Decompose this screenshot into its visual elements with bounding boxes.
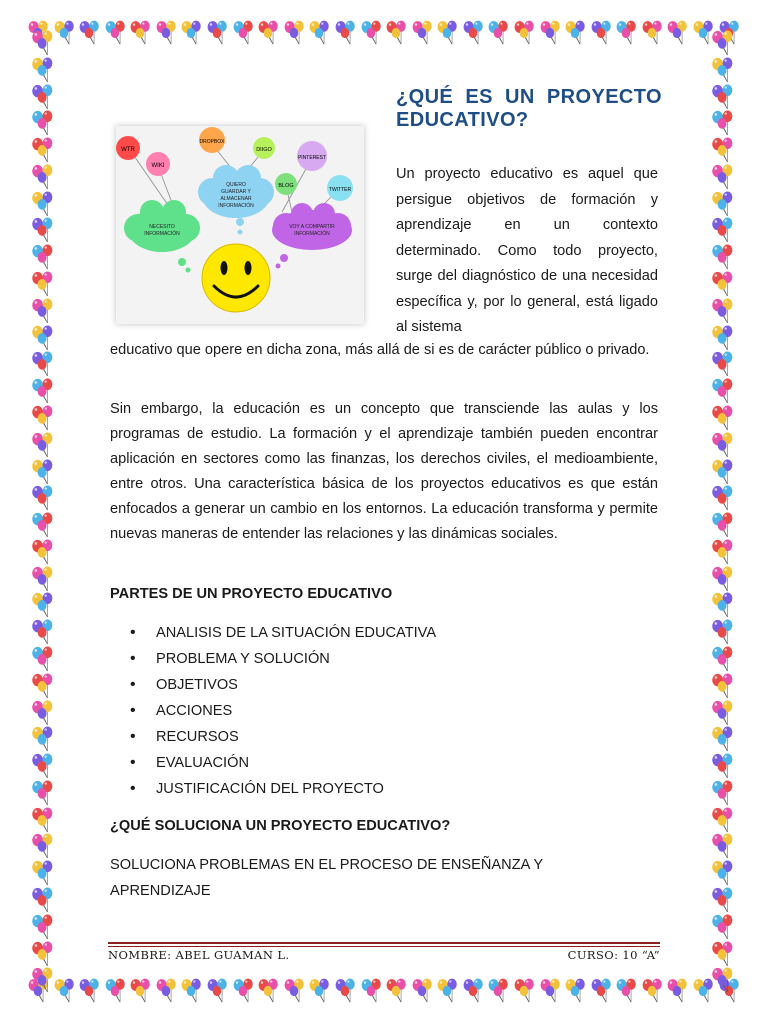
balloon-bunch-icon (28, 405, 58, 432)
thought-dot (238, 230, 243, 235)
balloon-bunch-icon (708, 191, 738, 218)
cloud-necesito-line2: INFORMACIÓN (144, 231, 180, 237)
balloon-bunch-icon (708, 726, 738, 753)
balloon-bunch-icon (28, 941, 58, 968)
balloon-bunch-icon (717, 976, 743, 1006)
balloon-bunch-icon (708, 592, 738, 619)
balloon-bunch-icon (708, 30, 738, 57)
cloud-guardar-line1: QUIERO (226, 182, 246, 188)
balloon-bunch-icon (708, 351, 738, 378)
balloon-bunch-icon (28, 566, 58, 593)
balloon-bunch-icon (717, 18, 743, 48)
bubble-dropbox-label: DROPBOX (199, 139, 225, 145)
balloon-bunch-icon (128, 18, 154, 48)
balloon-bunch-icon (154, 976, 180, 1006)
balloon-bunch-icon (28, 807, 58, 834)
balloon-bunch-icon (708, 941, 738, 968)
parts-list (110, 620, 630, 802)
balloon-bunch-icon (128, 976, 154, 1006)
balloon-bunch-icon (28, 780, 58, 807)
balloon-bunch-icon (28, 512, 58, 539)
balloon-bunch-icon (359, 18, 385, 48)
student-name: NOMBRE: ABEL GUAMAN L. (108, 948, 290, 962)
balloon-bunch-icon (28, 619, 58, 646)
balloon-bunch-icon (589, 18, 615, 48)
balloon-bunch-icon (708, 459, 738, 486)
list-item: • PROBLEMA Y SOLUCIÓN (110, 646, 630, 672)
cloud-guardar-line2: GUARDAR Y (221, 189, 251, 195)
balloon-bunch-icon (708, 485, 738, 512)
balloon-bunch-icon (77, 18, 103, 48)
balloon-bunch-icon (665, 976, 691, 1006)
balloon-bunch-icon (359, 976, 385, 1006)
balloon-bunch-icon (28, 887, 58, 914)
balloon-bunch-icon (103, 18, 129, 48)
balloon-bunch-icon (512, 976, 538, 1006)
footer-rule (108, 942, 660, 944)
list-item: • ANALISIS DE LA SITUACIÓN EDUCATIVA (110, 620, 630, 646)
bubble-wtr-label: WTR (121, 147, 135, 153)
balloon-bunch-icon (708, 646, 738, 673)
bubble-blog-label: BLOG (278, 183, 294, 189)
balloon-bunch-icon (28, 137, 58, 164)
balloon-bunch-icon (435, 976, 461, 1006)
balloon-bunch-icon (708, 137, 738, 164)
answer-paragraph: SOLUCIONA PROBLEMAS EN EL PROCESO DE ENSEÑANZA Y APRENDIZAJE (110, 857, 543, 899)
bubble-wiki-label: WIKI (151, 163, 165, 169)
balloon-bunch-icon (28, 459, 58, 486)
balloon-bunch-icon (708, 967, 738, 994)
balloon-bunch-icon (486, 18, 512, 48)
list-item: • OBJETIVOS (110, 672, 630, 698)
balloon-bunch-icon (486, 976, 512, 1006)
balloon-bunch-icon (256, 976, 282, 1006)
balloon-bunch-icon (512, 18, 538, 48)
balloon-bunch-icon (708, 110, 738, 137)
balloon-bunch-icon (205, 976, 231, 1006)
page-border-top (26, 18, 742, 52)
balloon-bunch-icon (28, 244, 58, 271)
balloon-bunch-icon (708, 833, 738, 860)
balloon-bunch-icon (28, 753, 58, 780)
balloon-bunch-icon (28, 726, 58, 753)
balloon-bunch-icon (28, 592, 58, 619)
balloon-bunch-icon (282, 18, 308, 48)
balloon-bunch-icon (28, 217, 58, 244)
balloon-bunch-icon (28, 325, 58, 352)
bubble-diigo-label: DIIGO (256, 147, 272, 153)
balloon-bunch-icon (708, 700, 738, 727)
page-border-right (708, 30, 742, 994)
balloon-bunch-icon (708, 566, 738, 593)
balloon-bunch-icon (665, 18, 691, 48)
balloon-bunch-icon (640, 18, 666, 48)
page-title: ¿QUÉ ES UN PROYECTO EDUCATIVO? (396, 86, 662, 131)
balloon-bunch-icon (28, 30, 58, 57)
balloon-bunch-icon (307, 976, 333, 1006)
thought-dot (280, 254, 288, 262)
balloon-bunch-icon (28, 191, 58, 218)
balloon-bunch-icon (26, 976, 52, 1006)
balloon-bunch-icon (231, 976, 257, 1006)
balloon-bunch-icon (28, 967, 58, 994)
balloon-bunch-icon (708, 512, 738, 539)
balloon-bunch-icon (708, 378, 738, 405)
balloon-bunch-icon (28, 833, 58, 860)
balloon-bunch-icon (179, 18, 205, 48)
thought-dot (178, 258, 186, 266)
balloon-bunch-icon (26, 18, 52, 48)
balloon-bunch-icon (708, 271, 738, 298)
balloon-bunch-icon (28, 351, 58, 378)
balloon-bunch-icon (28, 271, 58, 298)
page-border-bottom (26, 976, 742, 1010)
mind-map-illustration (116, 126, 364, 324)
balloon-bunch-icon (384, 18, 410, 48)
balloon-bunch-icon (28, 378, 58, 405)
balloon-bunch-icon (231, 18, 257, 48)
balloon-bunch-icon (614, 976, 640, 1006)
bubble-twitter-label: TWITTER (328, 187, 352, 193)
intro-paragraph-continued: educativo que opere en dicha zona, más allá de si es de carácter público o privado. (110, 342, 650, 358)
footer-rule (108, 946, 660, 947)
balloon-bunch-icon (461, 18, 487, 48)
balloon-bunch-icon (708, 298, 738, 325)
cloud-compartir-line2: INFORMACIÓN (294, 231, 330, 237)
balloon-bunch-icon (28, 539, 58, 566)
balloon-bunch-icon (28, 110, 58, 137)
balloon-bunch-icon (205, 18, 231, 48)
balloon-bunch-icon (708, 914, 738, 941)
balloon-bunch-icon (589, 976, 615, 1006)
balloon-bunch-icon (52, 976, 78, 1006)
thought-dot (276, 264, 281, 269)
balloon-bunch-icon (52, 18, 78, 48)
balloon-bunch-icon (708, 539, 738, 566)
balloon-bunch-icon (28, 485, 58, 512)
balloon-bunch-icon (708, 860, 738, 887)
balloon-bunch-icon (708, 57, 738, 84)
balloon-bunch-icon (28, 57, 58, 84)
balloon-bunch-icon (691, 18, 717, 48)
cloud-guardar-line4: INFORMACIÓN (218, 203, 254, 209)
balloon-bunch-icon (384, 976, 410, 1006)
balloon-bunch-icon (435, 18, 461, 48)
balloon-bunch-icon (28, 673, 58, 700)
balloon-bunch-icon (461, 976, 487, 1006)
balloon-bunch-icon (708, 164, 738, 191)
balloon-bunch-icon (640, 976, 666, 1006)
intro-paragraph: Un proyecto educativo es aquel que persigue objetivos de formación y aprendizaje en un contexto determinado. Como todo proyecto, surge del diagnóstico de una necesidad específica y, por lo general, está ligado al sistema (396, 166, 658, 335)
mind-map-svg (116, 126, 364, 324)
balloon-bunch-icon (28, 164, 58, 191)
balloon-bunch-icon (154, 18, 180, 48)
thought-dot (236, 218, 244, 226)
list-item: • EVALUACIÓN (110, 750, 630, 776)
thought-dot (186, 268, 191, 273)
balloon-bunch-icon (691, 976, 717, 1006)
balloon-bunch-icon (708, 619, 738, 646)
balloon-bunch-icon (614, 18, 640, 48)
balloon-bunch-icon (28, 298, 58, 325)
cloud-guardar-line3: ALMACENAR (220, 196, 252, 202)
balloon-bunch-icon (563, 18, 589, 48)
balloon-bunch-icon (103, 976, 129, 1006)
bubble-pinterest-label: PINTEREST (297, 155, 327, 161)
balloon-bunch-icon (708, 405, 738, 432)
body-paragraph: Sin embargo, la educación es un concepto que transciende las aulas y los programas de estudio. La formación y el aprendizaje también pueden encontrar aplicación en sectores como las finanzas, los derechos civiles, el medioambiente, entre otros. Una característica básica de los proyectos educativos es que están enfocados a generar un cambio en los entornos. La educación transforma y permite nuevas maneras de entender las relaciones y las dinámicas sociales. (110, 401, 658, 542)
balloon-bunch-icon (333, 18, 359, 48)
list-item: • ACCIONES (110, 698, 630, 724)
list-item: • RECURSOS (110, 724, 630, 750)
footer (108, 948, 660, 962)
balloon-bunch-icon (256, 18, 282, 48)
balloon-bunch-icon (77, 976, 103, 1006)
balloon-bunch-icon (708, 432, 738, 459)
balloon-bunch-icon (708, 325, 738, 352)
balloon-bunch-icon (538, 976, 564, 1006)
balloon-bunch-icon (179, 976, 205, 1006)
parts-heading: PARTES DE UN PROYECTO EDUCATIVO (110, 586, 393, 602)
balloon-bunch-icon (333, 976, 359, 1006)
question-heading: ¿QUÉ SOLUCIONA UN PROYECTO EDUCATIVO? (110, 818, 451, 834)
balloon-bunch-icon (28, 700, 58, 727)
balloon-bunch-icon (538, 18, 564, 48)
cloud-necesito-line1: NECESITO (149, 224, 175, 230)
balloon-bunch-icon (28, 84, 58, 111)
balloon-bunch-icon (563, 976, 589, 1006)
course-label: CURSO: 10 “A” (567, 948, 660, 962)
balloon-bunch-icon (410, 976, 436, 1006)
balloon-bunch-icon (282, 976, 308, 1006)
balloon-bunch-icon (410, 18, 436, 48)
balloon-bunch-icon (708, 244, 738, 271)
smiley-face-icon (202, 244, 270, 312)
balloon-bunch-icon (28, 432, 58, 459)
balloon-bunch-icon (708, 217, 738, 244)
balloon-bunch-icon (708, 887, 738, 914)
balloon-bunch-icon (708, 780, 738, 807)
balloon-bunch-icon (28, 914, 58, 941)
balloon-bunch-icon (708, 753, 738, 780)
balloon-bunch-icon (708, 673, 738, 700)
page-border-left (28, 30, 62, 994)
balloon-bunch-icon (307, 18, 333, 48)
balloon-bunch-icon (28, 860, 58, 887)
cloud-compartir-line1: VOY A COMPARTIR (289, 224, 335, 230)
list-item: • JUSTIFICACIÓN DEL PROYECTO (110, 776, 630, 802)
balloon-bunch-icon (708, 84, 738, 111)
balloon-bunch-icon (28, 646, 58, 673)
balloon-bunch-icon (708, 807, 738, 834)
